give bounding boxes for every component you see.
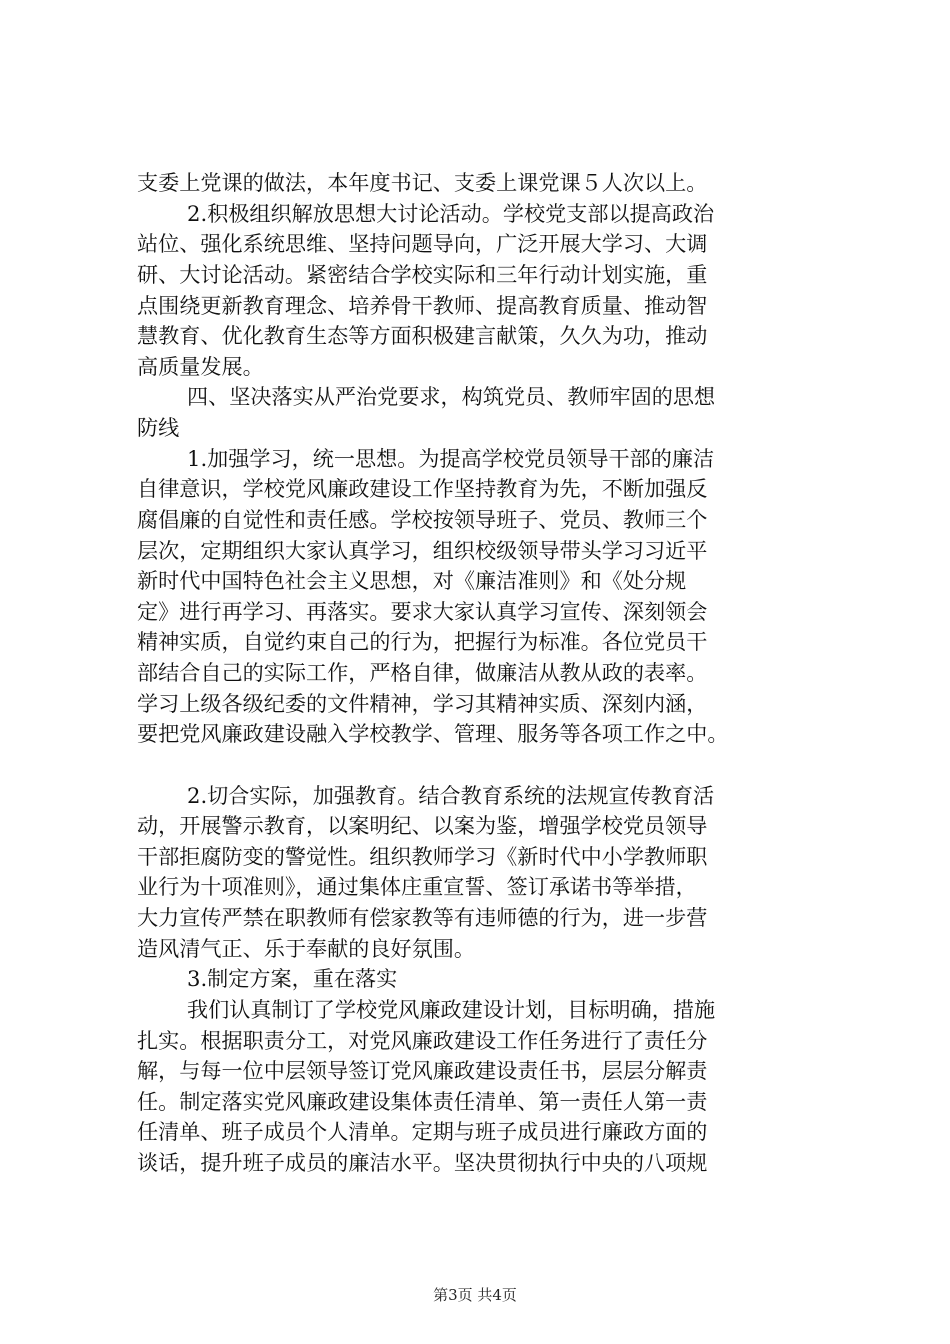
text-line: 层次，定期组织大家认真学习，组织校级领导带头学习习近平 <box>137 537 708 563</box>
text-line: 2.积极组织解放思想大讨论活动。学校党支部以提高政治 <box>187 200 715 226</box>
text-line: 大力宣传严禁在职教师有偿家教等有违师德的行为，进一步营 <box>137 905 708 930</box>
text-line: 精神实质，自觉约束自己的行为，把握行为标准。各位党员干 <box>137 629 708 655</box>
text-line: 站位、强化系统思维、坚持问题导向，广泛开展大学习、大调 <box>137 231 708 257</box>
text-line: 慧教育、优化教育生态等方面积极建言献策，久久为功，推动 <box>137 323 708 349</box>
text-line: 我们认真制订了学校党风廉政建设计划，目标明确，措施 <box>187 996 716 1022</box>
text-line: 造风清气正、乐于奉献的良好氛围。 <box>137 935 476 961</box>
text-line: 2.切合实际，加强教育。结合教育系统的法规宣传教育活 <box>187 782 715 808</box>
text-line: 研、大讨论活动。紧密结合学校实际和三年行动计划实施，重 <box>137 261 708 287</box>
text-line: 腐倡廉的自觉性和责任感。学校按领导班子、党员、教师三个 <box>137 506 708 532</box>
text-line: 新时代中国特色社会主义思想，对《廉洁准则》和《处分规 <box>137 568 687 594</box>
section-heading: 四、坚决落实从严治党要求，构筑党员、教师牢固的思想 <box>187 384 716 410</box>
page-footer: 第3页 共4页 <box>433 1286 517 1304</box>
text-line: 学习上级各级纪委的文件精神，学习其精神实质、深刻内涵， <box>137 690 708 716</box>
text-line: 点围绕更新教育理念、培养骨干教师、提高教育质量、推动智 <box>137 292 708 318</box>
text-line: 要把党风廉政建设融入学校教学、管理、服务等各项工作之中。 <box>137 721 729 747</box>
text-line: 解，与每一位中层领导签订党风廉政建设责任书，层层分解责 <box>137 1058 708 1084</box>
text-line: 任清单、班子成员个人清单。定期与班子成员进行廉政方面的 <box>137 1119 708 1145</box>
text-line: 部结合自己的实际工作，严格自律，做廉洁从教从政的表率。 <box>137 660 708 685</box>
text-line: 1.加强学习，统一思想。为提高学校党员领导干部的廉洁 <box>187 445 715 471</box>
text-line: 动，开展警示教育，以案明纪、以案为鉴，增强学校党员领导 <box>137 813 708 839</box>
text-line: 自律意识，学校党风廉政建设工作坚持教育为先，不断加强反 <box>137 476 708 502</box>
section-heading: 防线 <box>137 415 180 440</box>
text-line: 扎实。根据职责分工，对党风廉政建设工作任务进行了责任分 <box>137 1027 708 1053</box>
text-line: 任。制定落实党风廉政建设集体责任清单、第一责任人第一责 <box>137 1088 708 1114</box>
text-line: 谈话，提升班子成员的廉洁水平。坚决贯彻执行中央的八项规 <box>137 1150 708 1175</box>
text-line: 高质量发展。 <box>137 353 264 379</box>
text-line: 支委上党课的做法，本年度书记、支委上课党课５人次以上。 <box>137 170 708 195</box>
text-line: 业行为十项准则》，通过集体庄重宣誓、签订承诺书等举措， <box>137 874 697 900</box>
text-line: 干部拒腐防变的警觉性。组织教师学习《新时代中小学教师职 <box>137 843 708 869</box>
section-heading: 3.制定方案，重在落实 <box>187 966 398 992</box>
text-line: 定》进行再学习、再落实。要求大家认真学习宣传、深刻领会 <box>137 598 708 624</box>
